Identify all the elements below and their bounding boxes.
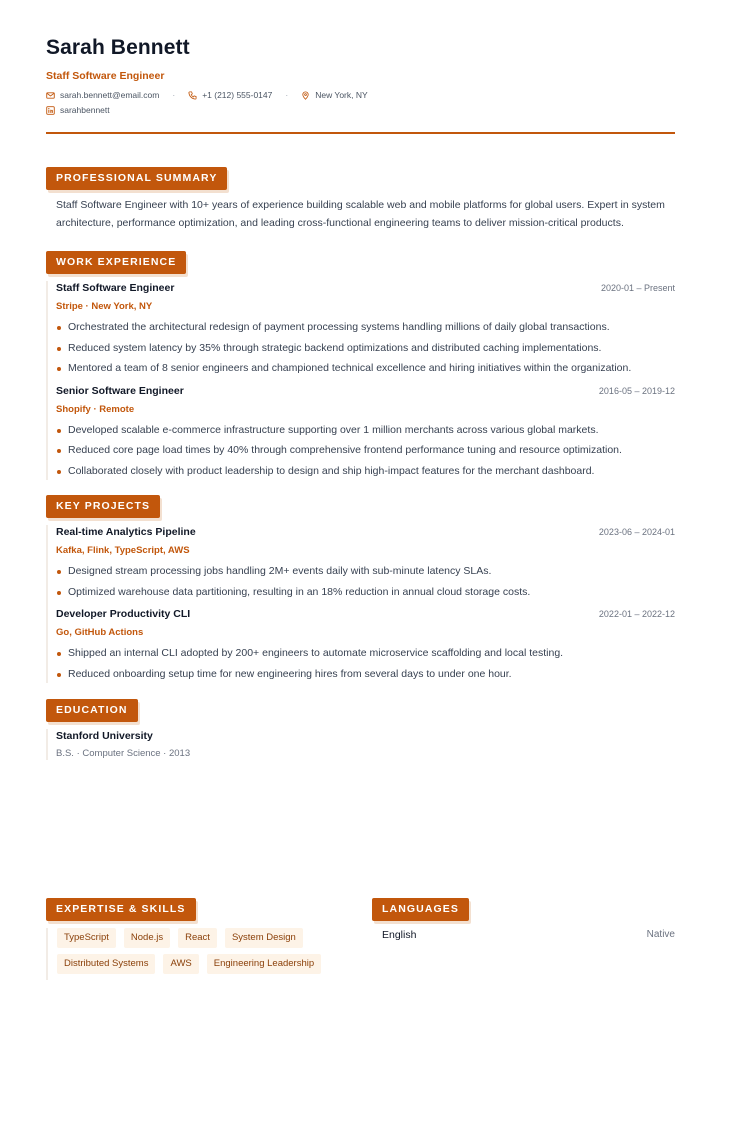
skill-chip: System Design xyxy=(225,928,303,948)
experience-list xyxy=(46,281,675,480)
job-title: Staff Software Engineer xyxy=(56,282,175,294)
project-title: Developer Productivity CLI xyxy=(56,608,191,620)
projects-list xyxy=(46,525,675,683)
skill-chips xyxy=(57,928,357,980)
contact-location xyxy=(301,88,367,102)
job-company: Stripe · New York, NY xyxy=(56,301,153,312)
bullet-item: Reduced onboarding setup time for new engineering hires from several days to under one hour. xyxy=(56,666,675,684)
bullet-item: Designed stream processing jobs handling 2M+ events daily with sub-minute latency SLAs. xyxy=(56,563,675,581)
contact-separator: · xyxy=(285,90,289,100)
summary-text: Staff Software Engineer with 10+ years of experience building scalable web and mobile platforms for global users. Expert in system architecture, performance optimization, and leading cross-functional engineering teams to deliver mission-critical products. xyxy=(56,199,665,229)
contact-row-2 xyxy=(46,103,675,117)
contact-linkedin[interactable] xyxy=(46,103,110,117)
skills-block xyxy=(46,928,346,980)
languages-section xyxy=(372,898,675,980)
contact-phone[interactable] xyxy=(188,88,272,102)
project-date: 2022-01 – 2022-12 xyxy=(598,609,675,619)
project-title: Real-time Analytics Pipeline xyxy=(56,526,196,538)
skill-chip: Distributed Systems xyxy=(57,954,155,974)
skill-chip: React xyxy=(178,928,217,948)
section-heading-experience: WORK EXPERIENCE xyxy=(46,251,186,274)
bullet-item: Mentored a team of 8 senior engineers and championed technical excellence and hiring initiatives within the organization. xyxy=(56,360,675,378)
skills-languages-row xyxy=(46,898,675,980)
school-name: Stanford University xyxy=(56,730,153,742)
skills-section xyxy=(46,898,346,980)
phone-icon xyxy=(188,91,197,100)
contact-row xyxy=(46,88,675,102)
project-date: 2023-06 – 2024-01 xyxy=(598,527,675,537)
job-entry xyxy=(56,384,675,481)
bullet-item: Developed scalable e-commerce infrastructure supporting over 1 million merchants across various global markets. xyxy=(56,422,675,440)
education-section xyxy=(46,699,675,760)
project-bullets xyxy=(56,563,675,601)
experience-section xyxy=(46,251,675,480)
skill-chip: Engineering Leadership xyxy=(207,954,321,974)
summary-section xyxy=(46,167,675,232)
skill-chip: Node.js xyxy=(124,928,170,948)
candidate-name: Sarah Bennett xyxy=(46,36,190,59)
skill-chip: AWS xyxy=(163,954,198,974)
resume-page xyxy=(46,34,675,760)
mail-icon xyxy=(46,91,55,100)
phone-text: +1 (212) 555-0147 xyxy=(202,90,273,100)
candidate-role: Staff Software Engineer xyxy=(46,70,165,82)
linkedin-text: sarahbennett xyxy=(60,105,110,115)
projects-section xyxy=(46,495,675,683)
job-entry xyxy=(56,281,675,378)
language-name: English xyxy=(382,929,417,941)
project-stack: Go, GitHub Actions xyxy=(56,627,144,638)
job-title: Senior Software Engineer xyxy=(56,384,184,397)
bullet-item: Orchestrated the architectural redesign of payment processing systems handling millions of daily global transactions. xyxy=(56,319,675,337)
bullet-item: Reduced system latency by 35% through strategic backend optimizations and distributed caching implementations. xyxy=(56,340,675,358)
section-heading-languages: LANGUAGES xyxy=(372,898,469,921)
linkedin-icon xyxy=(46,106,55,115)
education-entry xyxy=(46,729,675,760)
language-row xyxy=(372,928,675,942)
job-company: Shopify · Remote xyxy=(56,403,135,415)
header-divider xyxy=(46,132,675,134)
job-date: 2016-05 – 2019-12 xyxy=(598,385,675,396)
bullet-item: Collaborated closely with product leadership to design and ship high-impact features for the merchant dashboard. xyxy=(56,463,675,481)
contact-email[interactable] xyxy=(46,88,159,102)
bullet-item: Shipped an internal CLI adopted by 200+ engineers to automate microservice scaffolding and local testing. xyxy=(56,645,675,663)
section-heading-projects: KEY PROJECTS xyxy=(46,495,160,518)
job-date: 2020-01 – Present xyxy=(600,283,675,293)
project-stack: Kafka, Flink, TypeScript, AWS xyxy=(56,545,190,556)
project-entry xyxy=(56,525,675,601)
email-text: sarah.bennett@email.com xyxy=(60,90,160,100)
job-bullets xyxy=(56,319,675,378)
section-heading-skills: EXPERTISE & SKILLS xyxy=(46,898,196,921)
degree-text: B.S. · Computer Science · 2013 xyxy=(56,748,191,759)
project-entry xyxy=(56,607,675,683)
section-heading-education: EDUCATION xyxy=(46,699,138,722)
skill-chip: TypeScript xyxy=(57,928,116,948)
contact-separator: · xyxy=(172,90,176,100)
bullet-item: Reduced core page load times by 40% through comprehensive frontend performance tuning and resource optimization. xyxy=(56,442,675,460)
job-bullets xyxy=(56,422,675,481)
bullet-item: Optimized warehouse data partitioning, resulting in an 18% reduction in annual cloud storage costs. xyxy=(56,584,675,602)
language-level: Native xyxy=(646,929,675,940)
location-pin-icon xyxy=(301,91,310,100)
project-bullets xyxy=(56,645,675,683)
location-text: New York, NY xyxy=(315,90,368,100)
section-heading-summary: PROFESSIONAL SUMMARY xyxy=(46,167,227,190)
